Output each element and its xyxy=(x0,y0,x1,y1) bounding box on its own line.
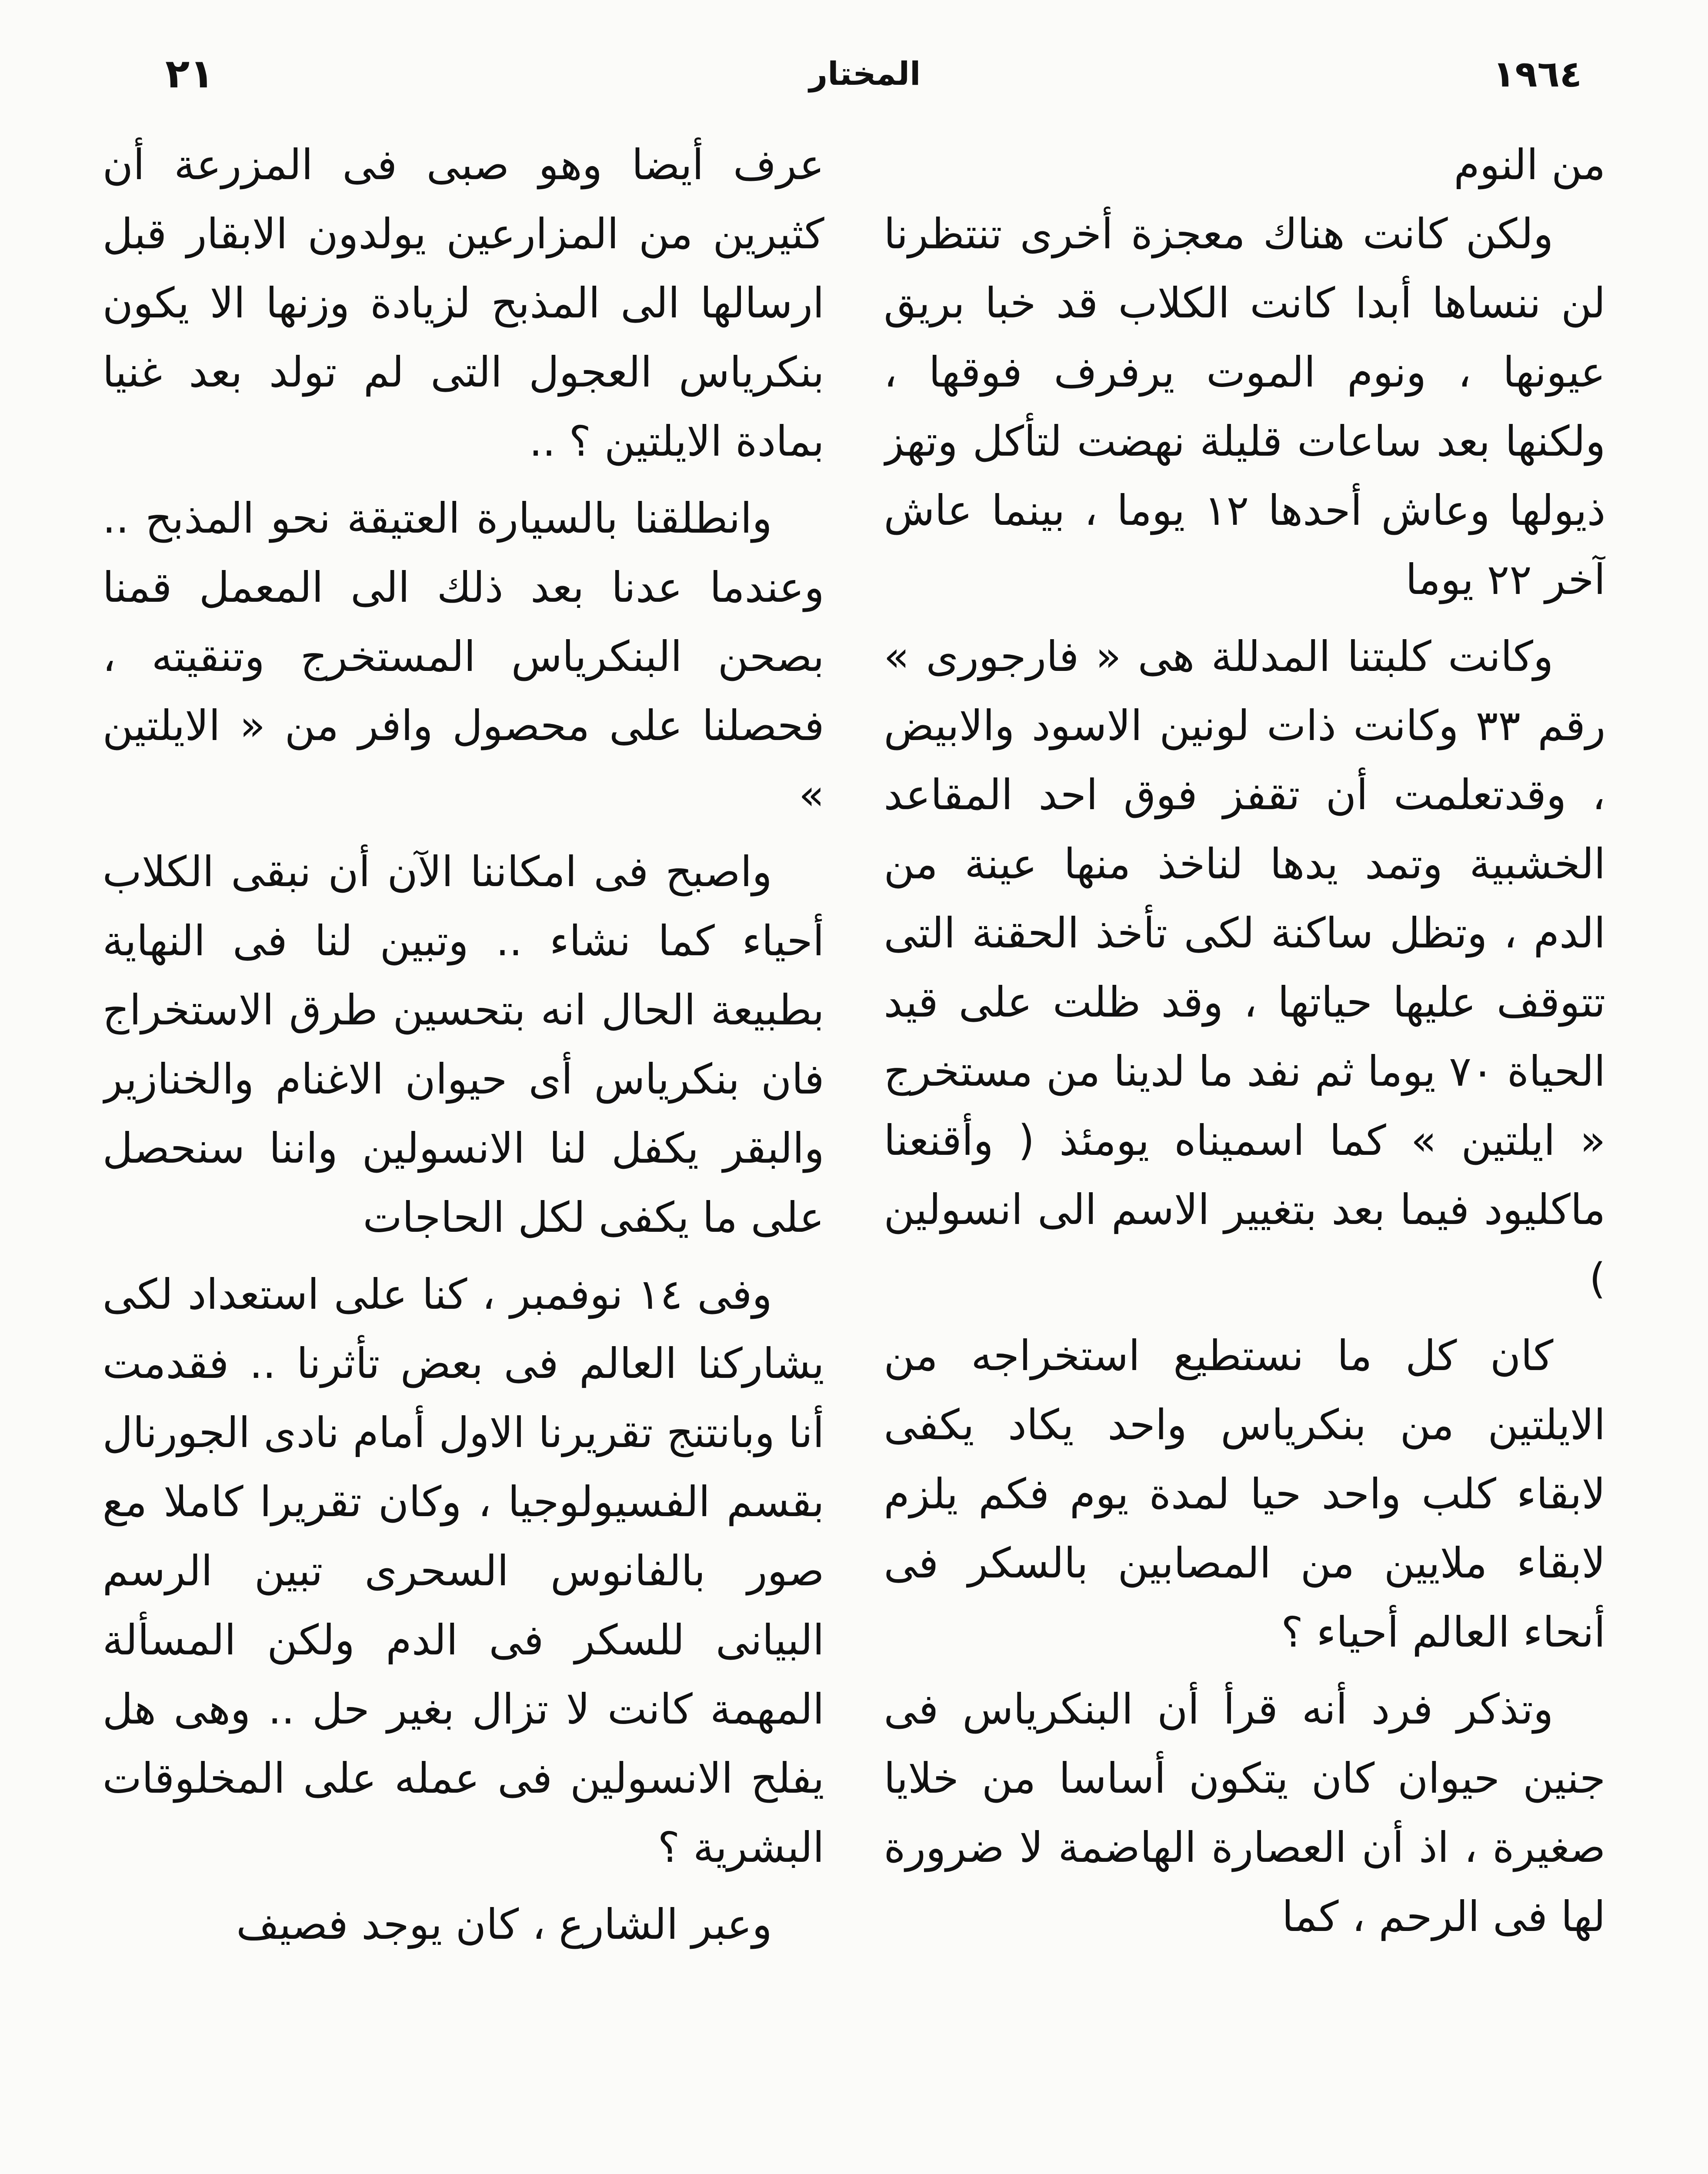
paragraph: عرف أيضا وهو صبى فى المزرعة أن كثيرين من المزارعين يولدون الابقار قبل ارسالها الى المذبح لزيادة وزنها الا يكون بنكرياس العجول التى لم تولد بعد غنيا بمادة الايلتين ؟ .. xyxy=(102,140,824,466)
left-column xyxy=(103,130,824,2174)
paragraph: وكانت كلبتنا المدللة هى « فارجورى » رقم ٣٣ وكانت ذات لونين الاسود والابيض ، وقدتعلمت أن تقفز فوق احد المقاعد الخشبية وتمد يدها لناخذ منها عينة من الدم ، وتظل ساكنة لكى تأخذ الحقنة التى تتوقف عليها حياتها ، وقد ظلت على قيد الحياة ٧٠ يوما ثم نفد ما لدينا من مستخرج « ايلتين » كما اسميناه يومئذ ( وأقنعنا ماكليود فيما بعد بتغيير الاسم الى انسولين ) xyxy=(884,632,1606,1303)
right-column xyxy=(884,130,1605,2174)
paragraph: واصبح فى امكاننا الآن أن نبقى الكلاب أحياء كما نشاء .. وتبين لنا فى النهاية بطبيعة الحال انه بتحسين طرق الاستخراج فان بنكرياس أى حيوان الاغنام والخنازير والبقر يكفل لنا الانسولين واننا سنحصل على ما يكفى لكل الحاجات xyxy=(102,847,824,1242)
paragraph: وتذكر فرد أنه قرأ أن البنكرياس فى جنين حيوان كان يتكون أساسا من خلايا صغيرة ، اذ أن العصارة الهاضمة لا ضرورة لها فى الرحم ، كما xyxy=(884,1685,1606,1941)
page-number: ٢١ xyxy=(165,50,214,97)
issue-year: ١٩٦٤ xyxy=(1492,53,1582,95)
paragraph: وانطلقنا بالسيارة العتيقة نحو المذبح .. وعندما عدنا بعد ذلك الى المعمل قمنا بصحن البنكرياس المستخرج وتنقيته ، فحصلنا على محصول وافر من « الايلتين » xyxy=(102,494,824,819)
paragraph: ولكن كانت هناك معجزة أخرى تنتظرنا لن ننساها أبدا كانت الكلاب قد خبا بريق عيونها ، ونوم الموت يرفرف فوقها ، ولكنها بعد ساعات قليلة نهضت لتأكل وتهز ذيولها وعاش أحدها ١٢ يوما ، بينما عاش آخر ٢٢ يوما xyxy=(884,210,1606,604)
paragraph: من النوم xyxy=(1454,140,1606,189)
paragraph: وعبر الشارع ، كان يوجد فصيف xyxy=(236,1900,772,1949)
running-header xyxy=(130,48,1599,100)
paragraph: كان كل ما نستطيع استخراجه من الايلتين من بنكرياس واحد يكاد يكفى لابقاء كلب واحد حيا لمدة يوم فكم يلزم لابقاء ملايين من المصابين بالسكر فى أنحاء العالم أحياء ؟ xyxy=(884,1331,1606,1657)
paragraph: وفى ١٤ نوفمبر ، كنا على استعداد لكى يشاركنا العالم فى بعض تأثرنا .. فقدمت أنا وبانتنج تقريرنا الاول أمام نادى الجورنال بقسم الفسيولوجيا ، وكان تقريرا كاملا مع صور بالفانوس السحرى تبين الرسم البيانى للسكر فى الدم ولكن المسألة المهمة كانت لا تزال بغير حل .. وهى هل يفلح الانسولين فى عمله على المخلوقات البشرية ؟ xyxy=(102,1270,824,1872)
journal-title: المختار xyxy=(809,55,921,93)
